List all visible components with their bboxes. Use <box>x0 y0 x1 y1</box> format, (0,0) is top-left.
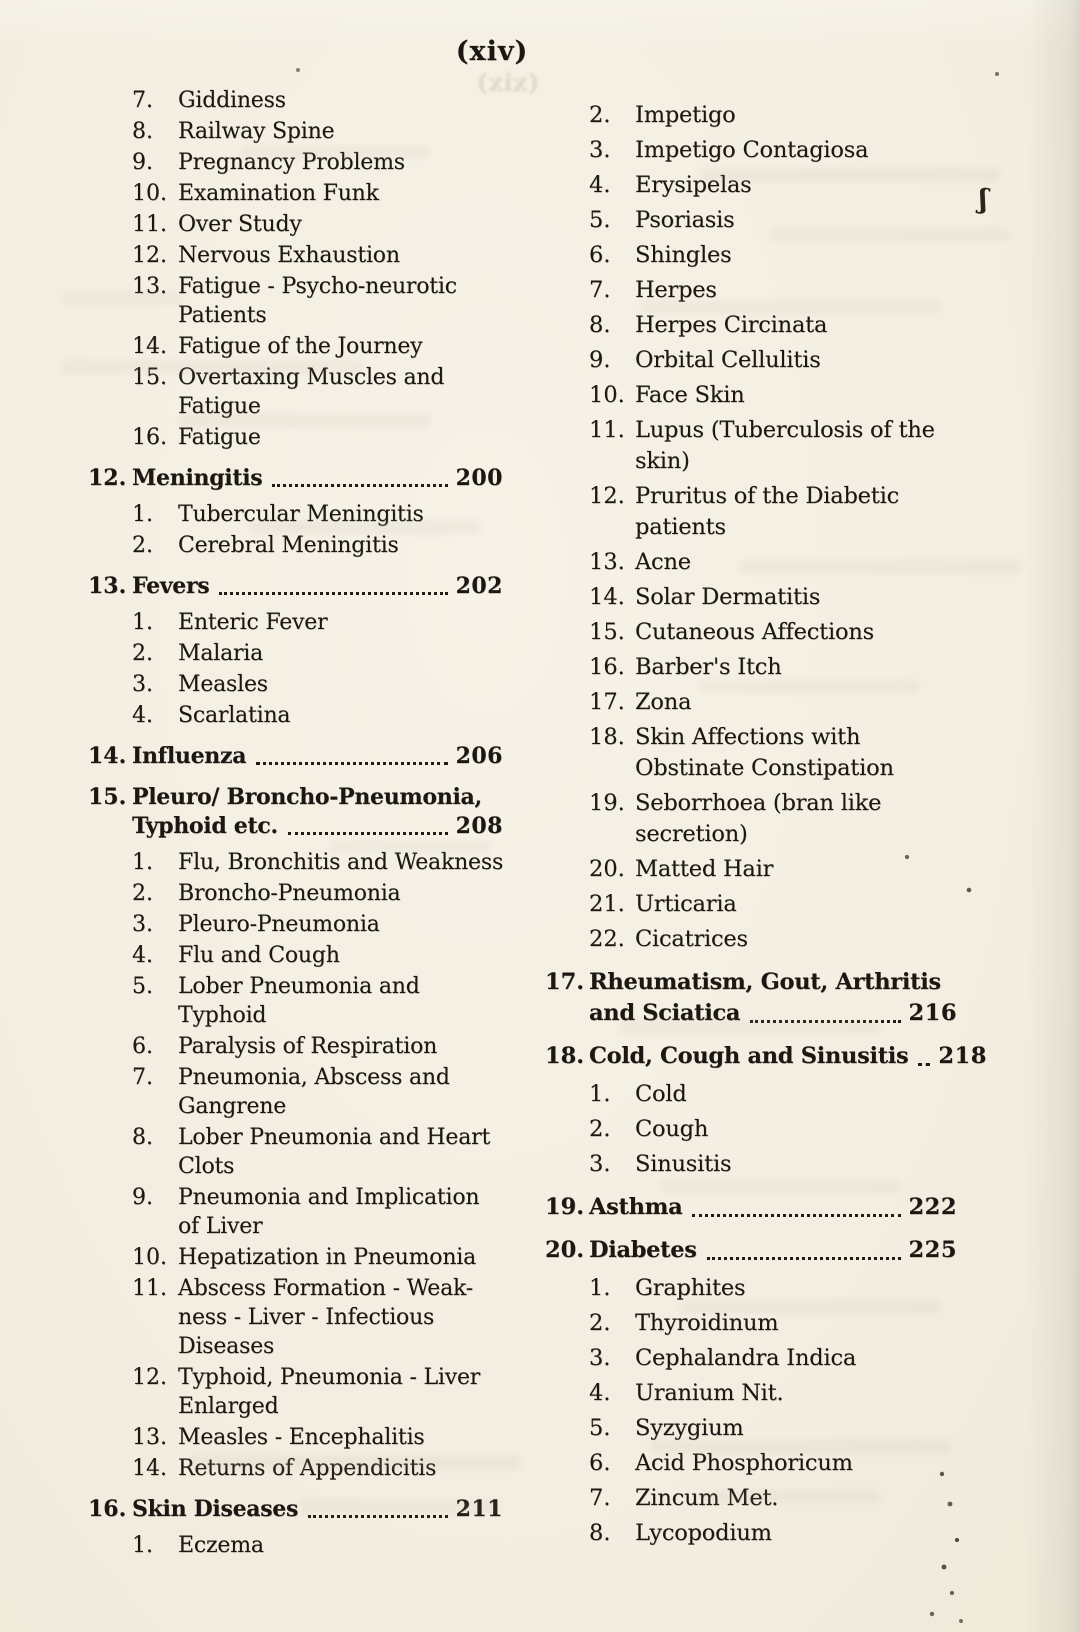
entry-text: Cephalandra Indica <box>635 1345 857 1371</box>
toc-sub-entry <box>88 941 503 970</box>
toc-sub-entry <box>545 1343 957 1374</box>
toc-sub-entry <box>545 481 957 543</box>
toc-sub-entry <box>88 910 503 939</box>
dot-leader <box>308 1514 447 1518</box>
entry-number: 17. <box>545 969 585 995</box>
entry-text: Obstinate Constipation <box>635 755 894 781</box>
page-number: 218 <box>938 1043 987 1069</box>
toc-sub-entry <box>88 879 503 908</box>
entry-number: 4. <box>132 703 153 728</box>
entry-text: Pneumonia, Abscess and <box>178 1065 450 1090</box>
entry-text: Skin Diseases <box>132 1496 299 1522</box>
entry-text: Lycopodium <box>635 1520 772 1546</box>
entry-text: Giddiness <box>178 88 286 113</box>
entry-text: Solar Dermatitis <box>635 584 821 610</box>
entry-number: 21. <box>589 891 625 917</box>
toc-sub-entry <box>545 1149 957 1180</box>
entry-number: 13. <box>589 549 625 575</box>
toc-sub-entry <box>545 924 957 955</box>
entry-number: 1. <box>132 850 153 875</box>
entry-text: skin) <box>635 448 690 474</box>
entry-number: 13. <box>132 274 167 299</box>
entry-number: 19. <box>589 790 625 816</box>
entry-text: Broncho-Pneumonia <box>178 881 401 906</box>
entry-number: 1. <box>132 1533 153 1558</box>
entry-text: Lober Pneumonia and Heart <box>178 1125 491 1150</box>
entry-number: 1. <box>132 502 153 527</box>
entry-number: 18. <box>545 1043 585 1069</box>
toc-sub-entry <box>545 1378 957 1409</box>
toc-section-entry <box>545 1192 957 1223</box>
dot-leader <box>707 1256 901 1260</box>
toc-sub-entry <box>545 380 957 411</box>
entry-number: 16. <box>132 425 167 450</box>
entry-text: Typhoid etc. <box>132 813 278 839</box>
entry-text: Patients <box>178 303 267 328</box>
entry-number: 12. <box>88 465 127 491</box>
entry-text: Herpes Circinata <box>635 312 828 338</box>
entry-text: Influenza <box>132 743 247 769</box>
toc-sub-entry <box>88 86 503 115</box>
toc-sub-entry <box>88 670 503 699</box>
entry-number: 6. <box>589 242 611 268</box>
dot-leader <box>288 831 448 835</box>
entry-number: 8. <box>132 119 153 144</box>
entry-number: 3. <box>589 1345 611 1371</box>
toc-sub-entry <box>88 1243 503 1272</box>
dot-leader <box>272 483 447 487</box>
entry-number: 8. <box>589 312 611 338</box>
toc-section-entry <box>88 783 503 841</box>
entry-number: 14. <box>132 334 167 359</box>
toc-sub-entry <box>88 1363 503 1421</box>
entry-number: 15. <box>589 619 625 645</box>
page-number: 211 <box>455 1496 503 1522</box>
toc-sub-entry <box>545 788 957 850</box>
entry-text: Impetigo Contagiosa <box>635 137 869 163</box>
entry-number: 10. <box>132 181 167 206</box>
entry-text: Overtaxing Muscles and <box>178 365 445 390</box>
entry-text: Face Skin <box>635 382 745 408</box>
toc-sub-entry <box>545 582 957 613</box>
entry-text: Pleuro/ Broncho-Pneumonia, <box>132 784 482 810</box>
toc-sub-entry <box>88 701 503 730</box>
toc-sub-entry <box>88 423 503 452</box>
entry-text: Sinusitis <box>635 1151 732 1177</box>
entry-text: Hepatization in Pneumonia <box>178 1245 477 1270</box>
entry-number: 3. <box>589 137 611 163</box>
entry-text: Scarlatina <box>178 703 291 728</box>
toc-sub-entry <box>88 1531 503 1560</box>
entry-text: Meningitis <box>132 465 263 491</box>
toc-sub-entry <box>545 617 957 648</box>
entry-text: Cough <box>635 1116 709 1142</box>
entry-number: 7. <box>132 1065 153 1090</box>
entry-number: 7. <box>589 1485 611 1511</box>
toc-sub-entry <box>88 1123 503 1181</box>
entry-text: Acid Phosphoricum <box>635 1450 853 1476</box>
entry-text: Fatigue - Psycho-neurotic <box>178 274 457 299</box>
entry-number: 13. <box>132 1425 167 1450</box>
entry-number: 15. <box>132 365 167 390</box>
entry-text: Paralysis of Respiration <box>178 1034 438 1059</box>
toc-sub-entry <box>545 345 957 376</box>
toc-sub-entry <box>88 210 503 239</box>
entry-number: 7. <box>589 277 611 303</box>
paper-specks <box>0 0 2 2</box>
entry-text: Fatigue <box>178 425 261 450</box>
toc-sub-entry <box>88 608 503 637</box>
entry-number: 5. <box>589 207 611 233</box>
entry-number: 15. <box>88 784 127 810</box>
page-number: 200 <box>455 465 503 491</box>
entry-number: 3. <box>132 912 153 937</box>
entry-text: secretion) <box>635 821 748 847</box>
toc-sub-entry <box>88 179 503 208</box>
entry-text: Pneumonia and Implication <box>178 1185 480 1210</box>
entry-text: Barber's Itch <box>635 654 782 680</box>
entry-number: 9. <box>132 1185 153 1210</box>
entry-text: Seborrhoea (bran like <box>635 790 882 816</box>
entry-text: Acne <box>635 549 691 575</box>
entry-text: Cold <box>635 1081 687 1107</box>
entry-number: 2. <box>132 641 153 666</box>
entry-text: Shingles <box>635 242 732 268</box>
toc-sub-entry <box>88 531 503 560</box>
entry-number: 20. <box>545 1237 585 1263</box>
toc-sub-entry <box>88 1032 503 1061</box>
entry-text: Flu and Cough <box>178 943 340 968</box>
entry-number: 9. <box>589 347 611 373</box>
entry-text: Clots <box>178 1154 235 1179</box>
toc-sub-entry <box>545 722 957 784</box>
entry-number: 19. <box>545 1194 585 1220</box>
entry-number: 16. <box>589 654 625 680</box>
toc-section-entry <box>545 1235 957 1266</box>
entry-number: 6. <box>589 1450 611 1476</box>
dot-leader <box>918 1062 930 1066</box>
entry-text: Fevers <box>132 573 210 599</box>
entry-number: 2. <box>132 533 153 558</box>
entry-number: 11. <box>132 212 167 237</box>
toc-sub-entry <box>545 652 957 683</box>
entry-text: Nervous Exhaustion <box>178 243 400 268</box>
entry-text: ness - Liver - Infectious <box>178 1305 435 1330</box>
entry-text: Herpes <box>635 277 717 303</box>
entry-number: 10. <box>132 1245 167 1270</box>
entry-number: 20. <box>589 856 625 882</box>
entry-number: 3. <box>589 1151 611 1177</box>
entry-text: Asthma <box>589 1194 683 1220</box>
entry-text: Cerebral Meningitis <box>178 533 399 558</box>
page-number: 202 <box>455 573 503 599</box>
toc-sub-entry <box>88 1274 503 1361</box>
entry-text: Pleuro-Pneumonia <box>178 912 380 937</box>
entry-text: Measles - Encephalitis <box>178 1425 425 1450</box>
entry-text: Skin Affections with <box>635 724 861 750</box>
entry-text: Pruritus of the Diabetic <box>635 483 900 509</box>
toc-sub-entry <box>545 415 957 477</box>
entry-number: 3. <box>132 672 153 697</box>
entry-number: 8. <box>589 1520 611 1546</box>
toc-sub-entry <box>88 332 503 361</box>
entry-text: Psoriasis <box>635 207 735 233</box>
entry-text: Zona <box>635 689 692 715</box>
entry-text: Graphites <box>635 1275 746 1301</box>
entry-text: Over Study <box>178 212 302 237</box>
toc-sub-entry <box>545 1114 957 1145</box>
toc-sub-entry <box>545 100 957 131</box>
entry-text: Returns of Appendicitis <box>178 1456 437 1481</box>
toc-sub-entry <box>545 854 957 885</box>
entry-text: Diabetes <box>589 1237 697 1263</box>
toc-sub-entry <box>88 1183 503 1241</box>
ghost-page-number: (xix) <box>476 68 540 97</box>
toc-sub-entry <box>545 1079 957 1110</box>
entry-text: Cold, Cough and Sinusitis <box>589 1043 909 1069</box>
toc-section-entry <box>88 572 503 601</box>
page-number: 216 <box>908 1000 957 1026</box>
entry-text: Measles <box>178 672 268 697</box>
toc-sub-entry <box>88 972 503 1030</box>
page-number: 222 <box>908 1194 957 1220</box>
entry-text: Impetigo <box>635 102 736 128</box>
entry-number: 5. <box>132 974 153 999</box>
toc-section-entry <box>88 742 503 771</box>
ink-squiggle-mark: ʃ <box>977 183 990 216</box>
entry-text: Matted Hair <box>635 856 774 882</box>
toc-column-right <box>545 100 987 1553</box>
entry-number: 2. <box>589 1116 611 1142</box>
toc-sub-entry <box>88 1063 503 1121</box>
page-number: 206 <box>455 743 503 769</box>
entry-number: 2. <box>132 881 153 906</box>
entry-text: Railway Spine <box>178 119 335 144</box>
entry-number: 10. <box>589 382 625 408</box>
entry-number: 12. <box>132 243 167 268</box>
entry-number: 13. <box>88 573 127 599</box>
entry-text: Urticaria <box>635 891 737 917</box>
entry-number: 17. <box>589 689 625 715</box>
entry-text: patients <box>635 514 726 540</box>
entry-text: Pregnancy Problems <box>178 150 405 175</box>
page-number-heading: (xiv) <box>455 36 529 67</box>
entry-text: Abscess Formation - Weak- <box>178 1276 474 1301</box>
toc-sub-entry <box>545 1518 957 1549</box>
entry-text: Fatigue <box>178 394 261 419</box>
entry-text: Erysipelas <box>635 172 752 198</box>
toc-sub-entry <box>88 241 503 270</box>
toc-sub-entry <box>545 240 957 271</box>
toc-sub-entry <box>88 1423 503 1452</box>
entry-number: 14. <box>589 584 625 610</box>
toc-sub-entry <box>545 135 957 166</box>
dot-leader <box>219 591 447 595</box>
entry-text: Typhoid <box>178 1003 267 1028</box>
toc-sub-entry <box>88 639 503 668</box>
entry-number: 4. <box>589 1380 611 1406</box>
entry-text: Orbital Cellulitis <box>635 347 821 373</box>
entry-text: Enlarged <box>178 1394 279 1419</box>
toc-sub-entry <box>88 117 503 146</box>
entry-number: 16. <box>88 1496 127 1522</box>
entry-text: of Liver <box>178 1214 263 1239</box>
dot-leader <box>256 761 447 765</box>
entry-text: Gangrene <box>178 1094 287 1119</box>
entry-text: Cicatrices <box>635 926 748 952</box>
entry-number: 5. <box>589 1415 611 1441</box>
entry-text: Syzygium <box>635 1415 744 1441</box>
entry-number: 12. <box>132 1365 167 1390</box>
entry-number: 14. <box>88 743 127 769</box>
entry-text: Diseases <box>178 1334 275 1359</box>
page-number: 208 <box>455 813 503 839</box>
entry-text: Cutaneous Affections <box>635 619 874 645</box>
toc-sub-entry <box>545 889 957 920</box>
entry-number: 22. <box>589 926 625 952</box>
entry-text: Examination Funk <box>178 181 379 206</box>
entry-number: 14. <box>132 1456 167 1481</box>
page-number: 225 <box>908 1237 957 1263</box>
entry-text: Malaria <box>178 641 264 666</box>
entry-number: 7. <box>132 88 153 113</box>
entry-text: Lober Pneumonia and <box>178 974 420 999</box>
entry-text: Typhoid, Pneumonia - Liver <box>178 1365 481 1390</box>
toc-column-left <box>88 86 503 1562</box>
entry-text: Enteric Fever <box>178 610 328 635</box>
entry-number: 4. <box>589 172 611 198</box>
toc-section-entry <box>88 464 503 493</box>
entry-number: 11. <box>132 1276 167 1301</box>
entry-text: Tubercular Meningitis <box>178 502 424 527</box>
entry-number: 2. <box>589 102 611 128</box>
entry-number: 4. <box>132 943 153 968</box>
toc-section-entry <box>545 1041 987 1072</box>
entry-number: 1. <box>589 1275 611 1301</box>
dot-leader <box>692 1213 900 1217</box>
entry-text: Rheumatism, Gout, Arthritis <box>589 969 941 995</box>
entry-number: 1. <box>132 610 153 635</box>
entry-number: 6. <box>132 1034 153 1059</box>
entry-number: 12. <box>589 483 625 509</box>
entry-number: 18. <box>589 724 625 750</box>
entry-text: Fatigue of the Journey <box>178 334 423 359</box>
entry-number: 8. <box>132 1125 153 1150</box>
toc-sub-entry <box>545 310 957 341</box>
entry-text: Thyroidinum <box>635 1310 779 1336</box>
entry-number: 11. <box>589 417 625 443</box>
entry-text: Eczema <box>178 1533 264 1558</box>
entry-text: and Sciatica <box>589 1000 741 1026</box>
entry-number: 9. <box>132 150 153 175</box>
entry-text: Flu, Bronchitis and Weakness <box>178 850 504 875</box>
entry-text: Zincum Met. <box>635 1485 779 1511</box>
entry-text: Lupus (Tuberculosis of the <box>635 417 935 443</box>
entry-number: 1. <box>589 1081 611 1107</box>
entry-number: 2. <box>589 1310 611 1336</box>
entry-text: Uranium Nit. <box>635 1380 784 1406</box>
